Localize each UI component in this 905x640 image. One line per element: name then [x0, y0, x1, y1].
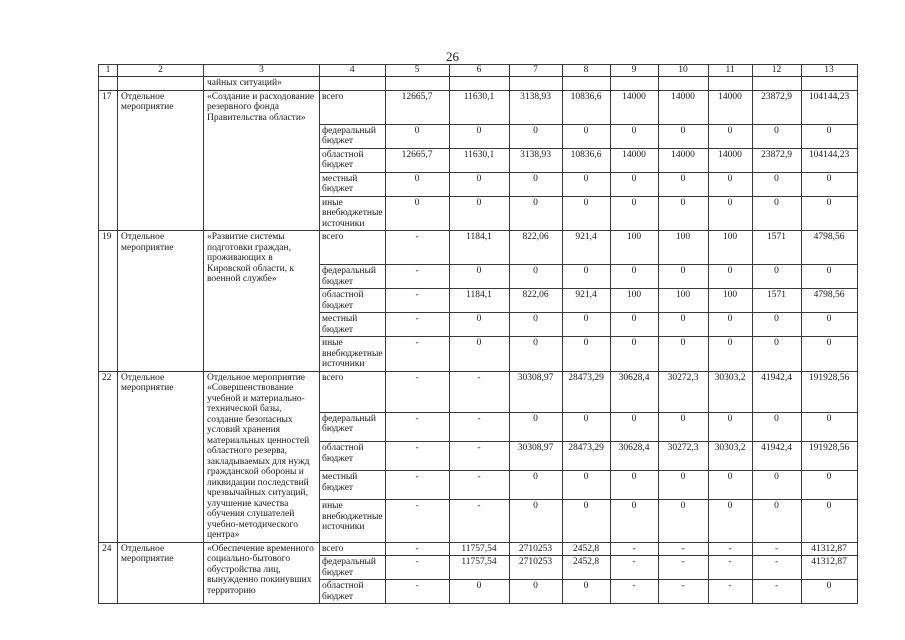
- amount-cell: 14000: [610, 148, 658, 172]
- amount-cell: 0: [752, 500, 801, 542]
- measure-type: Отдельное мероприятие: [118, 542, 204, 604]
- amount-cell: -: [385, 289, 449, 313]
- amount-cell: 30272,3: [658, 371, 708, 412]
- row-number: 19: [99, 231, 118, 372]
- column-header: 11: [708, 65, 752, 77]
- amount-cell: -: [658, 580, 708, 604]
- cell: [320, 77, 386, 91]
- amount-cell: 11630,1: [449, 90, 509, 124]
- amount-cell: 3138,93: [509, 90, 562, 124]
- funding-source: иные внебюджетные источники: [320, 500, 386, 542]
- amount-cell: -: [752, 580, 801, 604]
- amount-cell: 0: [708, 337, 752, 372]
- amount-cell: 0: [610, 412, 658, 441]
- amount-cell: 0: [658, 124, 708, 148]
- amount-cell: 1571: [752, 289, 801, 313]
- amount-cell: 10836,6: [562, 148, 610, 172]
- amount-cell: 2452,8: [562, 542, 610, 556]
- amount-cell: 0: [509, 313, 562, 337]
- amount-cell: 0: [752, 172, 801, 196]
- amount-cell: -: [752, 556, 801, 580]
- amount-cell: 0: [449, 196, 509, 231]
- amount-cell: 0: [509, 580, 562, 604]
- amount-cell: -: [385, 500, 449, 542]
- funding-source: федеральный бюджет: [320, 124, 386, 148]
- table-row: [99, 231, 858, 265]
- amount-cell: 0: [658, 196, 708, 231]
- amount-cell: 0: [562, 313, 610, 337]
- amount-cell: 0: [449, 265, 509, 289]
- funding-source: областной бюджет: [320, 148, 386, 172]
- amount-cell: 0: [610, 172, 658, 196]
- amount-cell: 0: [658, 265, 708, 289]
- continuation-row: [99, 77, 858, 91]
- amount-cell: 4798,56: [801, 289, 857, 313]
- header-row: [99, 65, 858, 77]
- amount-cell: 0: [509, 265, 562, 289]
- amount-cell: 0: [562, 500, 610, 542]
- funding-source: федеральный бюджет: [320, 265, 386, 289]
- amount-cell: 0: [449, 337, 509, 372]
- amount-cell: 14000: [658, 90, 708, 124]
- amount-cell: -: [385, 371, 449, 412]
- amount-cell: 0: [752, 471, 801, 500]
- column-header: 7: [509, 65, 562, 77]
- amount-cell: -: [385, 556, 449, 580]
- amount-cell: 0: [708, 172, 752, 196]
- cell: [610, 77, 658, 91]
- funding-source: областной бюджет: [320, 580, 386, 604]
- amount-cell: 0: [801, 196, 857, 231]
- amount-cell: -: [385, 265, 449, 289]
- amount-cell: 0: [752, 196, 801, 231]
- cell: [449, 77, 509, 91]
- amount-cell: 0: [610, 337, 658, 372]
- column-header: 10: [658, 65, 708, 77]
- amount-cell: 2710253: [509, 542, 562, 556]
- amount-cell: 41942,4: [752, 371, 801, 412]
- amount-cell: -: [752, 542, 801, 556]
- amount-cell: 0: [562, 196, 610, 231]
- amount-cell: -: [658, 542, 708, 556]
- amount-cell: 822,06: [509, 231, 562, 265]
- amount-cell: -: [385, 412, 449, 441]
- amount-cell: 0: [509, 471, 562, 500]
- amount-cell: 1184,1: [449, 231, 509, 265]
- amount-cell: 41312,87: [801, 542, 857, 556]
- funding-source: федеральный бюджет: [320, 412, 386, 441]
- amount-cell: 0: [801, 471, 857, 500]
- amount-cell: 0: [610, 265, 658, 289]
- column-header: 12: [752, 65, 801, 77]
- cell: [562, 77, 610, 91]
- amount-cell: 2452,8: [562, 556, 610, 580]
- amount-cell: 100: [658, 289, 708, 313]
- amount-cell: 0: [385, 196, 449, 231]
- amount-cell: 104144,23: [801, 148, 857, 172]
- amount-cell: 23872,9: [752, 90, 801, 124]
- row-number: 17: [99, 90, 118, 231]
- amount-cell: 11757,54: [449, 542, 509, 556]
- amount-cell: 0: [562, 471, 610, 500]
- page-number: 26: [446, 49, 459, 64]
- amount-cell: 0: [385, 124, 449, 148]
- amount-cell: 0: [752, 124, 801, 148]
- amount-cell: -: [449, 500, 509, 542]
- amount-cell: 100: [708, 289, 752, 313]
- amount-cell: 0: [449, 172, 509, 196]
- amount-cell: 30303,2: [708, 442, 752, 471]
- amount-cell: -: [385, 313, 449, 337]
- funding-source: местный бюджет: [320, 172, 386, 196]
- funding-source: иные внебюджетные источники: [320, 337, 386, 372]
- amount-cell: 41942,4: [752, 442, 801, 471]
- table-row: [99, 542, 858, 556]
- cell: [509, 77, 562, 91]
- cell: [658, 77, 708, 91]
- amount-cell: 2710253: [509, 556, 562, 580]
- amount-cell: 0: [509, 412, 562, 441]
- amount-cell: 30308,97: [509, 442, 562, 471]
- amount-cell: -: [610, 556, 658, 580]
- amount-cell: 14000: [708, 148, 752, 172]
- amount-cell: 0: [752, 412, 801, 441]
- amount-cell: 0: [801, 124, 857, 148]
- amount-cell: 0: [562, 265, 610, 289]
- column-header: 1: [99, 65, 118, 77]
- cell: [708, 77, 752, 91]
- funding-source: местный бюджет: [320, 313, 386, 337]
- cell: [385, 77, 449, 91]
- amount-cell: 0: [449, 124, 509, 148]
- amount-cell: -: [449, 442, 509, 471]
- amount-cell: 100: [658, 231, 708, 265]
- amount-cell: 0: [801, 265, 857, 289]
- measure-type: Отдельное мероприятие: [118, 231, 204, 372]
- amount-cell: 0: [801, 337, 857, 372]
- amount-cell: 0: [708, 196, 752, 231]
- amount-cell: -: [385, 542, 449, 556]
- amount-cell: 12665,7: [385, 90, 449, 124]
- amount-cell: 4798,56: [801, 231, 857, 265]
- amount-cell: 1571: [752, 231, 801, 265]
- measure-name: «Создание и расходование резервного фонда Правительства области»: [204, 90, 320, 231]
- amount-cell: 12665,7: [385, 148, 449, 172]
- funding-source: федеральный бюджет: [320, 556, 386, 580]
- amount-cell: 1184,1: [449, 289, 509, 313]
- amount-cell: -: [708, 556, 752, 580]
- funding-source: всего: [320, 231, 386, 265]
- amount-cell: 0: [562, 412, 610, 441]
- amount-cell: 0: [449, 313, 509, 337]
- column-header: 5: [385, 65, 449, 77]
- amount-cell: 0: [509, 196, 562, 231]
- amount-cell: 0: [752, 265, 801, 289]
- amount-cell: 30272,3: [658, 442, 708, 471]
- amount-cell: 28473,29: [562, 442, 610, 471]
- amount-cell: 0: [708, 265, 752, 289]
- amount-cell: 0: [562, 337, 610, 372]
- column-header: 4: [320, 65, 386, 77]
- column-header: 3: [204, 65, 320, 77]
- amount-cell: -: [385, 231, 449, 265]
- amount-cell: 0: [752, 313, 801, 337]
- row-number: 24: [99, 542, 118, 604]
- amount-cell: -: [385, 580, 449, 604]
- amount-cell: 23872,9: [752, 148, 801, 172]
- amount-cell: -: [449, 471, 509, 500]
- amount-cell: 0: [562, 172, 610, 196]
- amount-cell: -: [610, 542, 658, 556]
- amount-cell: -: [449, 371, 509, 412]
- amount-cell: 0: [801, 313, 857, 337]
- cell: [801, 77, 857, 91]
- measure-type: Отдельное мероприятие: [118, 371, 204, 542]
- amount-cell: 0: [562, 580, 610, 604]
- amount-cell: 14000: [658, 148, 708, 172]
- amount-cell: 0: [801, 500, 857, 542]
- amount-cell: 0: [752, 337, 801, 372]
- amount-cell: 30628,4: [610, 371, 658, 412]
- amount-cell: -: [385, 471, 449, 500]
- cell: [99, 77, 118, 91]
- funding-source: всего: [320, 371, 386, 412]
- amount-cell: -: [385, 337, 449, 372]
- cell: [118, 77, 204, 91]
- amount-cell: 0: [449, 580, 509, 604]
- amount-cell: 0: [385, 172, 449, 196]
- amount-cell: 0: [509, 500, 562, 542]
- amount-cell: 0: [610, 500, 658, 542]
- amount-cell: 0: [658, 337, 708, 372]
- measure-name: «Развитие системы подготовки граждан, проживающих в Кировской области, к военной службе»: [204, 231, 320, 372]
- amount-cell: 191928,56: [801, 371, 857, 412]
- amount-cell: 0: [610, 196, 658, 231]
- amount-cell: 0: [801, 172, 857, 196]
- amount-cell: 3138,93: [509, 148, 562, 172]
- continuation-text: чайных ситуаций»: [204, 77, 320, 91]
- amount-cell: 100: [610, 231, 658, 265]
- amount-cell: 100: [708, 231, 752, 265]
- funding-source: областной бюджет: [320, 289, 386, 313]
- amount-cell: 104144,23: [801, 90, 857, 124]
- funding-source: местный бюджет: [320, 471, 386, 500]
- amount-cell: 100: [610, 289, 658, 313]
- amount-cell: -: [449, 412, 509, 441]
- table-row: [99, 371, 858, 412]
- amount-cell: 921,4: [562, 289, 610, 313]
- column-header: 13: [801, 65, 857, 77]
- amount-cell: 10836,6: [562, 90, 610, 124]
- amount-cell: 0: [658, 500, 708, 542]
- amount-cell: -: [708, 542, 752, 556]
- measure-name: «Обеспечение временного социально-бытового обустройства лиц, вынужденно покинувших территорию: [204, 542, 320, 604]
- column-header: 8: [562, 65, 610, 77]
- cell: [752, 77, 801, 91]
- amount-cell: 0: [562, 124, 610, 148]
- row-number: 22: [99, 371, 118, 542]
- funding-source: областной бюджет: [320, 442, 386, 471]
- column-header: 9: [610, 65, 658, 77]
- measure-name: Отдельное мероприятие «Совершенствование учебной и материально-технической базы, создание безопасных условий хранения материальных ценностей областного резерва, закладываемых для нужд гражданской обороны и ликвидации последствий чрезвычайных ситуаций, улучшение качества обучения слушателей учебно-методического центра»: [204, 371, 320, 542]
- budget-table: [98, 64, 858, 604]
- amount-cell: 0: [610, 471, 658, 500]
- amount-cell: 822,06: [509, 289, 562, 313]
- amount-cell: -: [708, 580, 752, 604]
- amount-cell: 14000: [610, 90, 658, 124]
- amount-cell: 0: [708, 471, 752, 500]
- measure-type: Отдельное мероприятие: [118, 90, 204, 231]
- amount-cell: 921,4: [562, 231, 610, 265]
- amount-cell: 30303,2: [708, 371, 752, 412]
- amount-cell: 0: [708, 500, 752, 542]
- amount-cell: 0: [509, 337, 562, 372]
- amount-cell: 0: [708, 124, 752, 148]
- amount-cell: 14000: [708, 90, 752, 124]
- amount-cell: 191928,56: [801, 442, 857, 471]
- amount-cell: 0: [708, 313, 752, 337]
- table-body: [99, 65, 858, 604]
- column-header: 2: [118, 65, 204, 77]
- amount-cell: 0: [658, 172, 708, 196]
- amount-cell: 0: [610, 124, 658, 148]
- amount-cell: 0: [610, 313, 658, 337]
- amount-cell: 0: [509, 124, 562, 148]
- table-row: [99, 90, 858, 124]
- amount-cell: 30308,97: [509, 371, 562, 412]
- funding-source: всего: [320, 90, 386, 124]
- column-header: 6: [449, 65, 509, 77]
- amount-cell: 28473,29: [562, 371, 610, 412]
- amount-cell: 0: [658, 412, 708, 441]
- amount-cell: 0: [658, 471, 708, 500]
- amount-cell: 0: [658, 313, 708, 337]
- funding-source: иные внебюджетные источники: [320, 196, 386, 231]
- amount-cell: -: [385, 442, 449, 471]
- amount-cell: 0: [708, 412, 752, 441]
- amount-cell: 11757,54: [449, 556, 509, 580]
- amount-cell: 30628,4: [610, 442, 658, 471]
- amount-cell: 41312,87: [801, 556, 857, 580]
- funding-source: всего: [320, 542, 386, 556]
- amount-cell: 11630,1: [449, 148, 509, 172]
- amount-cell: 0: [509, 172, 562, 196]
- amount-cell: -: [610, 580, 658, 604]
- amount-cell: 0: [801, 580, 857, 604]
- amount-cell: -: [658, 556, 708, 580]
- amount-cell: 0: [801, 412, 857, 441]
